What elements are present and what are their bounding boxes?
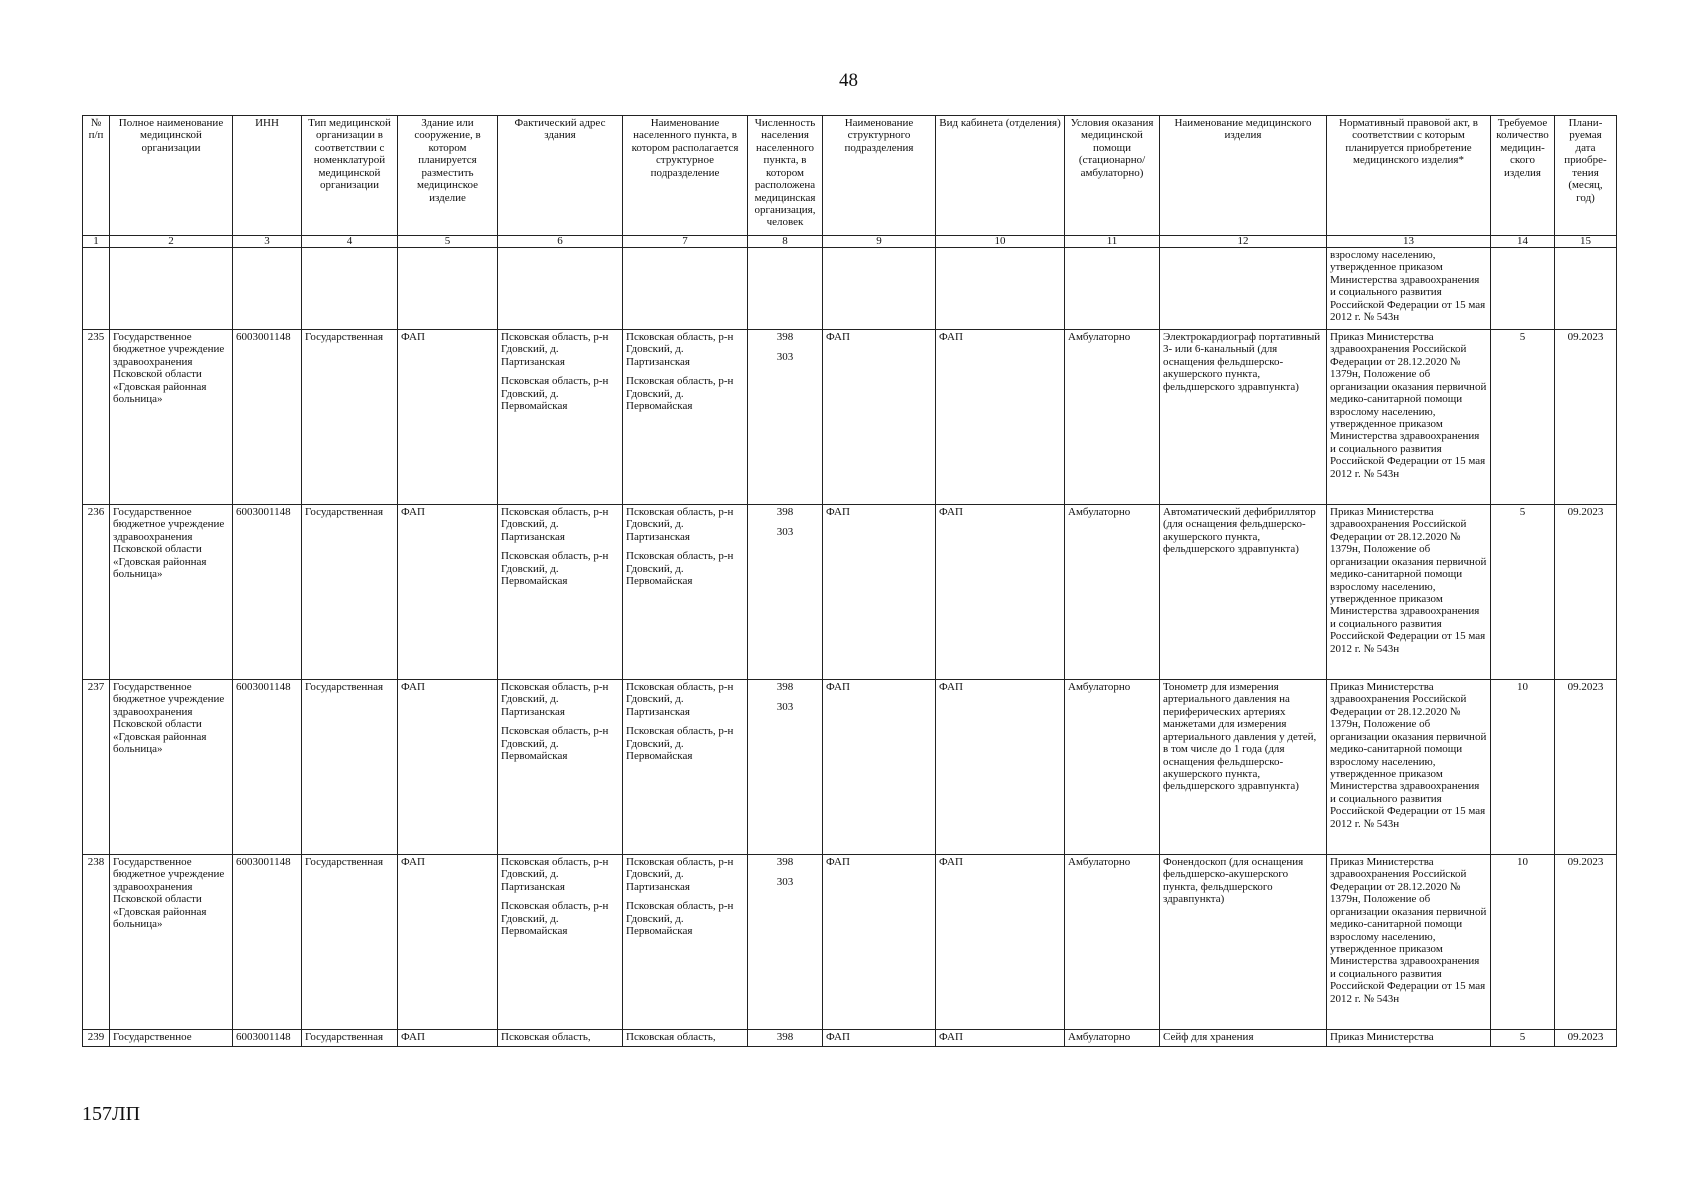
- structural-unit: ФАП: [823, 330, 936, 505]
- address-line: Псковская область, р-н Гдовский, д. Первомайская: [501, 725, 609, 763]
- quantity: 5: [1491, 1030, 1555, 1047]
- population: 398: [748, 1030, 823, 1047]
- building: ФАП: [398, 505, 498, 680]
- structural-unit: ФАП: [823, 1030, 936, 1047]
- column-header: Условия оказания медицинской помощи (стационарно/ амбулаторно): [1065, 116, 1160, 236]
- actual-address: [498, 330, 623, 505]
- device-name: Тонометр для измерения артериального давления на периферических артериях манжетами для измерения артериального давления у детей, в том числе до 1 года (для оснащения фельдшерско-акушерского пункта, фельдшерского здравпункта): [1160, 680, 1327, 855]
- device-name: Электрокардиограф портативный 3- или 6-канальный (для оснащения фельдшерско-акушерского пункта, фельдшерского здравпункта): [1160, 330, 1327, 505]
- row-number: 235: [83, 330, 110, 505]
- table-row: [83, 680, 1617, 855]
- column-number: 3: [233, 236, 302, 248]
- column-header: Наименование медицинского изделия: [1160, 116, 1327, 236]
- column-number: 13: [1327, 236, 1491, 248]
- locality: [623, 855, 748, 1030]
- column-number: 15: [1555, 236, 1617, 248]
- population-value: 398: [776, 506, 794, 518]
- column-header: Тип медицинской организации в соответствии с номенклатурой медицинской организации: [302, 116, 398, 236]
- column-number: 9: [823, 236, 936, 248]
- locality-line: Псковская область, р-н Гдовский, д. Партизанская: [626, 856, 734, 893]
- quantity: 10: [1491, 680, 1555, 855]
- legal-act: Приказ Министерства: [1327, 1030, 1491, 1047]
- organization-name: Государственное бюджетное учреждение здравоохранения Псковской области «Гдовская районная больница»: [110, 680, 233, 855]
- structural-unit: ФАП: [823, 680, 936, 855]
- column-number: 12: [1160, 236, 1327, 248]
- population-value: 303: [776, 876, 794, 889]
- continuation-text: взрослому населению, утвержденное приказом Министерства здравоохранения и социального развития Российской Федерации от 15 мая 2012 г. № 543н: [1327, 248, 1491, 330]
- column-number: 2: [110, 236, 233, 248]
- table-row: [83, 330, 1617, 505]
- locality-line: Псковская область, р-н Гдовский, д. Партизанская: [626, 681, 734, 718]
- quantity: 5: [1491, 330, 1555, 505]
- building: ФАП: [398, 680, 498, 855]
- inn: 6003001148: [233, 680, 302, 855]
- header-row: [83, 116, 1617, 236]
- column-header: Здание или сооружение, в котором планируется разместить медицинское изделие: [398, 116, 498, 236]
- population-value: 303: [776, 351, 794, 364]
- address-line: Псковская область, р-н Гдовский, д. Партизанская: [501, 506, 609, 543]
- inn: 6003001148: [233, 330, 302, 505]
- column-number: 6: [498, 236, 623, 248]
- structural-unit: ФАП: [823, 855, 936, 1030]
- table-row: [83, 505, 1617, 680]
- column-header: ИНН: [233, 116, 302, 236]
- locality-line: Псковская область, р-н Гдовский, д. Первомайская: [626, 725, 734, 763]
- population-value: 303: [776, 701, 794, 714]
- column-header: Численность населения населенного пункта, в котором расположена медицинская организация, человек: [748, 116, 823, 236]
- cabinet-type: ФАП: [936, 1030, 1065, 1047]
- organization-type: Государственная: [302, 330, 398, 505]
- document-code: 157ЛП: [82, 1103, 141, 1125]
- table-row: [83, 1030, 1617, 1047]
- organization-type: Государственная: [302, 680, 398, 855]
- row-number: 236: [83, 505, 110, 680]
- organization-type: Государственная: [302, 505, 398, 680]
- column-header: Вид кабинета (отделения): [936, 116, 1065, 236]
- building: ФАП: [398, 330, 498, 505]
- care-conditions: Амбулаторно: [1065, 1030, 1160, 1047]
- column-number: 8: [748, 236, 823, 248]
- locality-line: Псковская область, р-н Гдовский, д. Первомайская: [626, 375, 734, 413]
- address-line: Псковская область, р-н Гдовский, д. Первомайская: [501, 375, 609, 413]
- column-number: 1: [83, 236, 110, 248]
- address-line: Псковская область, р-н Гдовский, д. Партизанская: [501, 681, 609, 718]
- care-conditions: Амбулаторно: [1065, 330, 1160, 505]
- column-header: Плани- руемая дата приобре- тения (месяц, год): [1555, 116, 1617, 236]
- device-name: Автоматический дефибриллятор (для оснащения фельдшерско-акушерского пункта, фельдшерского здравпункта): [1160, 505, 1327, 680]
- column-number: 14: [1491, 236, 1555, 248]
- locality-line: Псковская область, р-н Гдовский, д. Первомайская: [626, 900, 734, 938]
- population: [748, 680, 823, 855]
- purchase-date: 09.2023: [1555, 680, 1617, 855]
- actual-address: [498, 680, 623, 855]
- address-line: Псковская область, р-н Гдовский, д. Партизанская: [501, 331, 609, 368]
- column-number: 4: [302, 236, 398, 248]
- locality: Псковская область,: [623, 1030, 748, 1047]
- purchase-date: 09.2023: [1555, 855, 1617, 1030]
- population-value: 398: [776, 681, 794, 693]
- continuation-row: [83, 248, 1617, 330]
- legal-act: Приказ Министерства здравоохранения Российской Федерации от 28.12.2020 № 1379н, Положение об организации оказания первичной медико-санитарной помощи взрослому населению, утвержденное приказом Министерства здравоохранения и социального развития Российской Федерации от 15 мая 2012 г. № 543н: [1327, 505, 1491, 680]
- population-value: 398: [776, 331, 794, 343]
- population-value: 398: [776, 856, 794, 868]
- locality-line: Псковская область, р-н Гдовский, д. Первомайская: [626, 550, 734, 588]
- row-number: 237: [83, 680, 110, 855]
- actual-address: [498, 855, 623, 1030]
- column-header: Наименование структурного подразделения: [823, 116, 936, 236]
- column-header: Полное наименование медицинской организации: [110, 116, 233, 236]
- address-line: Псковская область, р-н Гдовский, д. Первомайская: [501, 550, 609, 588]
- inn: 6003001148: [233, 855, 302, 1030]
- legal-act: Приказ Министерства здравоохранения Российской Федерации от 28.12.2020 № 1379н, Положение об организации оказания первичной медико-санитарной помощи взрослому населению, утвержденное приказом Министерства здравоохранения и социального развития Российской Федерации от 15 мая 2012 г. № 543н: [1327, 680, 1491, 855]
- address-line: Псковская область, р-н Гдовский, д. Первомайская: [501, 900, 609, 938]
- medical-equipment-table: [82, 115, 1617, 1047]
- population: [748, 505, 823, 680]
- purchase-date: 09.2023: [1555, 505, 1617, 680]
- quantity: 5: [1491, 505, 1555, 680]
- care-conditions: Амбулаторно: [1065, 680, 1160, 855]
- row-number: 238: [83, 855, 110, 1030]
- population: [748, 330, 823, 505]
- column-number-row: [83, 236, 1617, 248]
- legal-act: Приказ Министерства здравоохранения Российской Федерации от 28.12.2020 № 1379н, Положение об организации оказания первичной медико-санитарной помощи взрослому населению, утвержденное приказом Министерства здравоохранения и социального развития Российской Федерации от 15 мая 2012 г. № 543н: [1327, 330, 1491, 505]
- structural-unit: ФАП: [823, 505, 936, 680]
- building: ФАП: [398, 1030, 498, 1047]
- column-number: 5: [398, 236, 498, 248]
- column-number: 10: [936, 236, 1065, 248]
- care-conditions: Амбулаторно: [1065, 505, 1160, 680]
- column-number: 7: [623, 236, 748, 248]
- column-header: № п/п: [83, 116, 110, 236]
- legal-act: Приказ Министерства здравоохранения Российской Федерации от 28.12.2020 № 1379н, Положение об организации оказания первичной медико-санитарной помощи взрослому населению, утвержденное приказом Министерства здравоохранения и социального развития Российской Федерации от 15 мая 2012 г. № 543н: [1327, 855, 1491, 1030]
- population-value: 303: [776, 526, 794, 539]
- actual-address: [498, 505, 623, 680]
- locality: [623, 330, 748, 505]
- inn: 6003001148: [233, 1030, 302, 1047]
- organization-name: Государственное: [110, 1030, 233, 1047]
- locality-line: Псковская область, р-н Гдовский, д. Партизанская: [626, 506, 734, 543]
- table-row: [83, 855, 1617, 1030]
- address-line: Псковская область, р-н Гдовский, д. Партизанская: [501, 856, 609, 893]
- cabinet-type: ФАП: [936, 330, 1065, 505]
- column-header: Требуемое количество медицин- ского изделия: [1491, 116, 1555, 236]
- locality: [623, 680, 748, 855]
- row-number: 239: [83, 1030, 110, 1047]
- organization-type: Государственная: [302, 855, 398, 1030]
- care-conditions: Амбулаторно: [1065, 855, 1160, 1030]
- column-number: 11: [1065, 236, 1160, 248]
- quantity: 10: [1491, 855, 1555, 1030]
- organization-name: Государственное бюджетное учреждение здравоохранения Псковской области «Гдовская районная больница»: [110, 330, 233, 505]
- building: ФАП: [398, 855, 498, 1030]
- organization-name: Государственное бюджетное учреждение здравоохранения Псковской области «Гдовская районная больница»: [110, 855, 233, 1030]
- population: [748, 855, 823, 1030]
- purchase-date: 09.2023: [1555, 330, 1617, 505]
- locality-line: Псковская область, р-н Гдовский, д. Партизанская: [626, 331, 734, 368]
- purchase-date: 09.2023: [1555, 1030, 1617, 1047]
- device-name: Сейф для хранения: [1160, 1030, 1327, 1047]
- actual-address: Псковская область,: [498, 1030, 623, 1047]
- page-number: 48: [839, 70, 858, 91]
- cabinet-type: ФАП: [936, 680, 1065, 855]
- locality: [623, 505, 748, 680]
- column-header: Фактический адрес здания: [498, 116, 623, 236]
- cabinet-type: ФАП: [936, 505, 1065, 680]
- column-header: Нормативный правовой акт, в соответствии с которым планируется приобретение медицинского изделия*: [1327, 116, 1491, 236]
- inn: 6003001148: [233, 505, 302, 680]
- organization-type: Государственная: [302, 1030, 398, 1047]
- column-header: Наименование населенного пункта, в котором располагается структурное подразделение: [623, 116, 748, 236]
- organization-name: Государственное бюджетное учреждение здравоохранения Псковской области «Гдовская районная больница»: [110, 505, 233, 680]
- cabinet-type: ФАП: [936, 855, 1065, 1030]
- device-name: Фонендоскоп (для оснащения фельдшерско-акушерского пункта, фельдшерского здравпункта): [1160, 855, 1327, 1030]
